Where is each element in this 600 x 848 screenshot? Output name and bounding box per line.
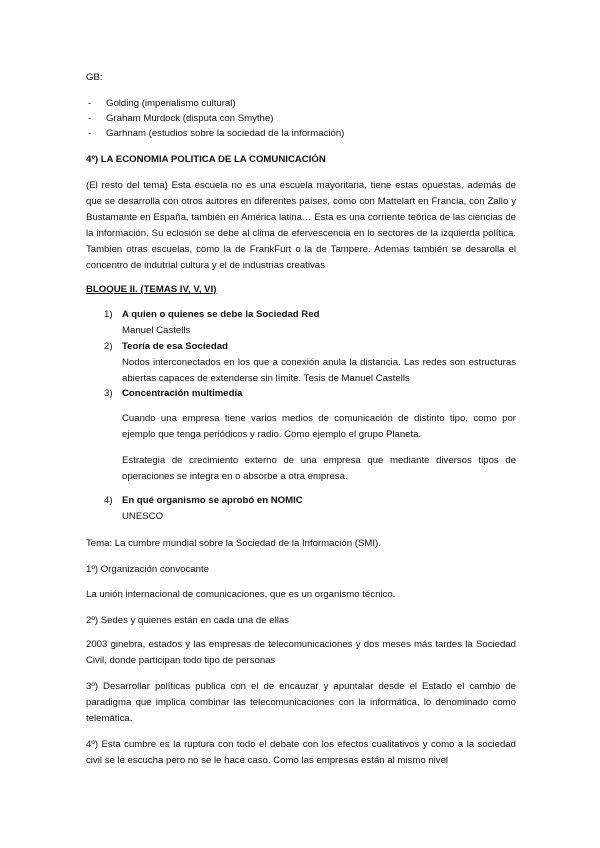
item-number: 3): [104, 388, 113, 399]
item-heading: En qué organismo se aprobó en NOMIC: [122, 495, 303, 506]
gb-label: GB:: [86, 72, 103, 83]
q4-paragraph: 4º) Esta cumbre es la ruptura con todo el debate con los efectos cualitativos y como a la sociedad civil se le escucha pero no se le hace caso. Como las empresas están al mismo nivel: [86, 739, 516, 766]
item-number: 2): [104, 341, 113, 352]
item-answer-continued: Estrategia de crecimiento externo de una empresa que mediante diversos tipos de operaciones se integra en o absorbe a otra empresa.: [122, 455, 516, 482]
list-item: [86, 111, 516, 126]
item-answer: Manuel Castells: [122, 325, 191, 336]
q1-heading: 1º) Organización convocante: [86, 564, 209, 575]
list-item-text: Golding (imperialismo cultural): [106, 98, 236, 109]
q2-heading: 2º) Sedes y quienes están en cada una de ellas: [86, 615, 289, 626]
item-answer: Nodos interconectados en los que a conexión anula la distancia. Las redes son estructuras abiertas capaces de extenderse sin límite. Tesis de Manuel Castells: [122, 357, 516, 384]
item-answer: UNESCO: [122, 511, 164, 522]
section4-heading: 4º) LA ECONOMIA POLITICA DE LA COMUNICACIÓN: [86, 154, 326, 165]
list-item: [86, 96, 516, 111]
q2-answer: 2003 ginebra, estados y las empresas de telecomunicaciones y dos meses más tardes la Sociedad Civil, donde participan todo tipo de personas: [86, 639, 516, 666]
gb-author-list: [86, 96, 516, 141]
item-answer: Cuando una empresa tiene varios medios de comunicación de distinto tipo, como por ejemplo que tenga periódicos y radio. Como ejemplo el grupo Planeta.: [122, 413, 516, 440]
item-heading: Teoría de esa Sociedad: [122, 341, 228, 352]
item-number: 1): [104, 309, 113, 320]
list-item: [86, 126, 516, 141]
list-dash: -: [88, 98, 92, 109]
list-item-text: Garhnam (estudios sobre la sociedad de la información): [106, 128, 345, 139]
item-heading: Concentración multimedia: [122, 388, 243, 399]
item-heading: A quien o quienes se debe la Sociedad Red: [122, 309, 320, 320]
item-number: 4): [104, 495, 113, 506]
q3-paragraph: 3º) Desarrollar políticas publica con el de encauzar y apuntalar desde el Estado el cambio de paradigma que implica combinar las telecomunicaciones con la informática, lo denominado como telemática.: [86, 681, 516, 724]
list-dash: -: [88, 128, 92, 139]
bloque-heading: BLOQUE II. (TEMAS IV, V, VI): [86, 284, 217, 295]
q1-answer: La unión internacional de comunicaciones, que es un organismo técnico.: [86, 589, 396, 600]
section4-paragraph: (El resto del tema) Esta escuela no es una escuela mayoritaria, tiene estas opuestas, además de que se desarrolla con otros autores en diferentes países, como con Mattelart en Francia, con Zallo y Bustamante en España, también en América latina… Esta es una corriente teórica de las ciencias de la información. Su eclosión se debe al clima de efervescencia en lo sectores de la izquierda política. Tambien otras escuelas, como la de FrankFurt o la de Tampere. Ademas también se desarolla el concentro de indutrial cultura y el de industrias creativas: [86, 180, 516, 271]
tema-line: Tema: La cumbre mundial sobre la Sociedad de la Información (SMI).: [86, 538, 381, 549]
list-item-text: Graham Murdock (disputa con Smythe): [106, 113, 274, 124]
list-dash: -: [88, 113, 92, 124]
